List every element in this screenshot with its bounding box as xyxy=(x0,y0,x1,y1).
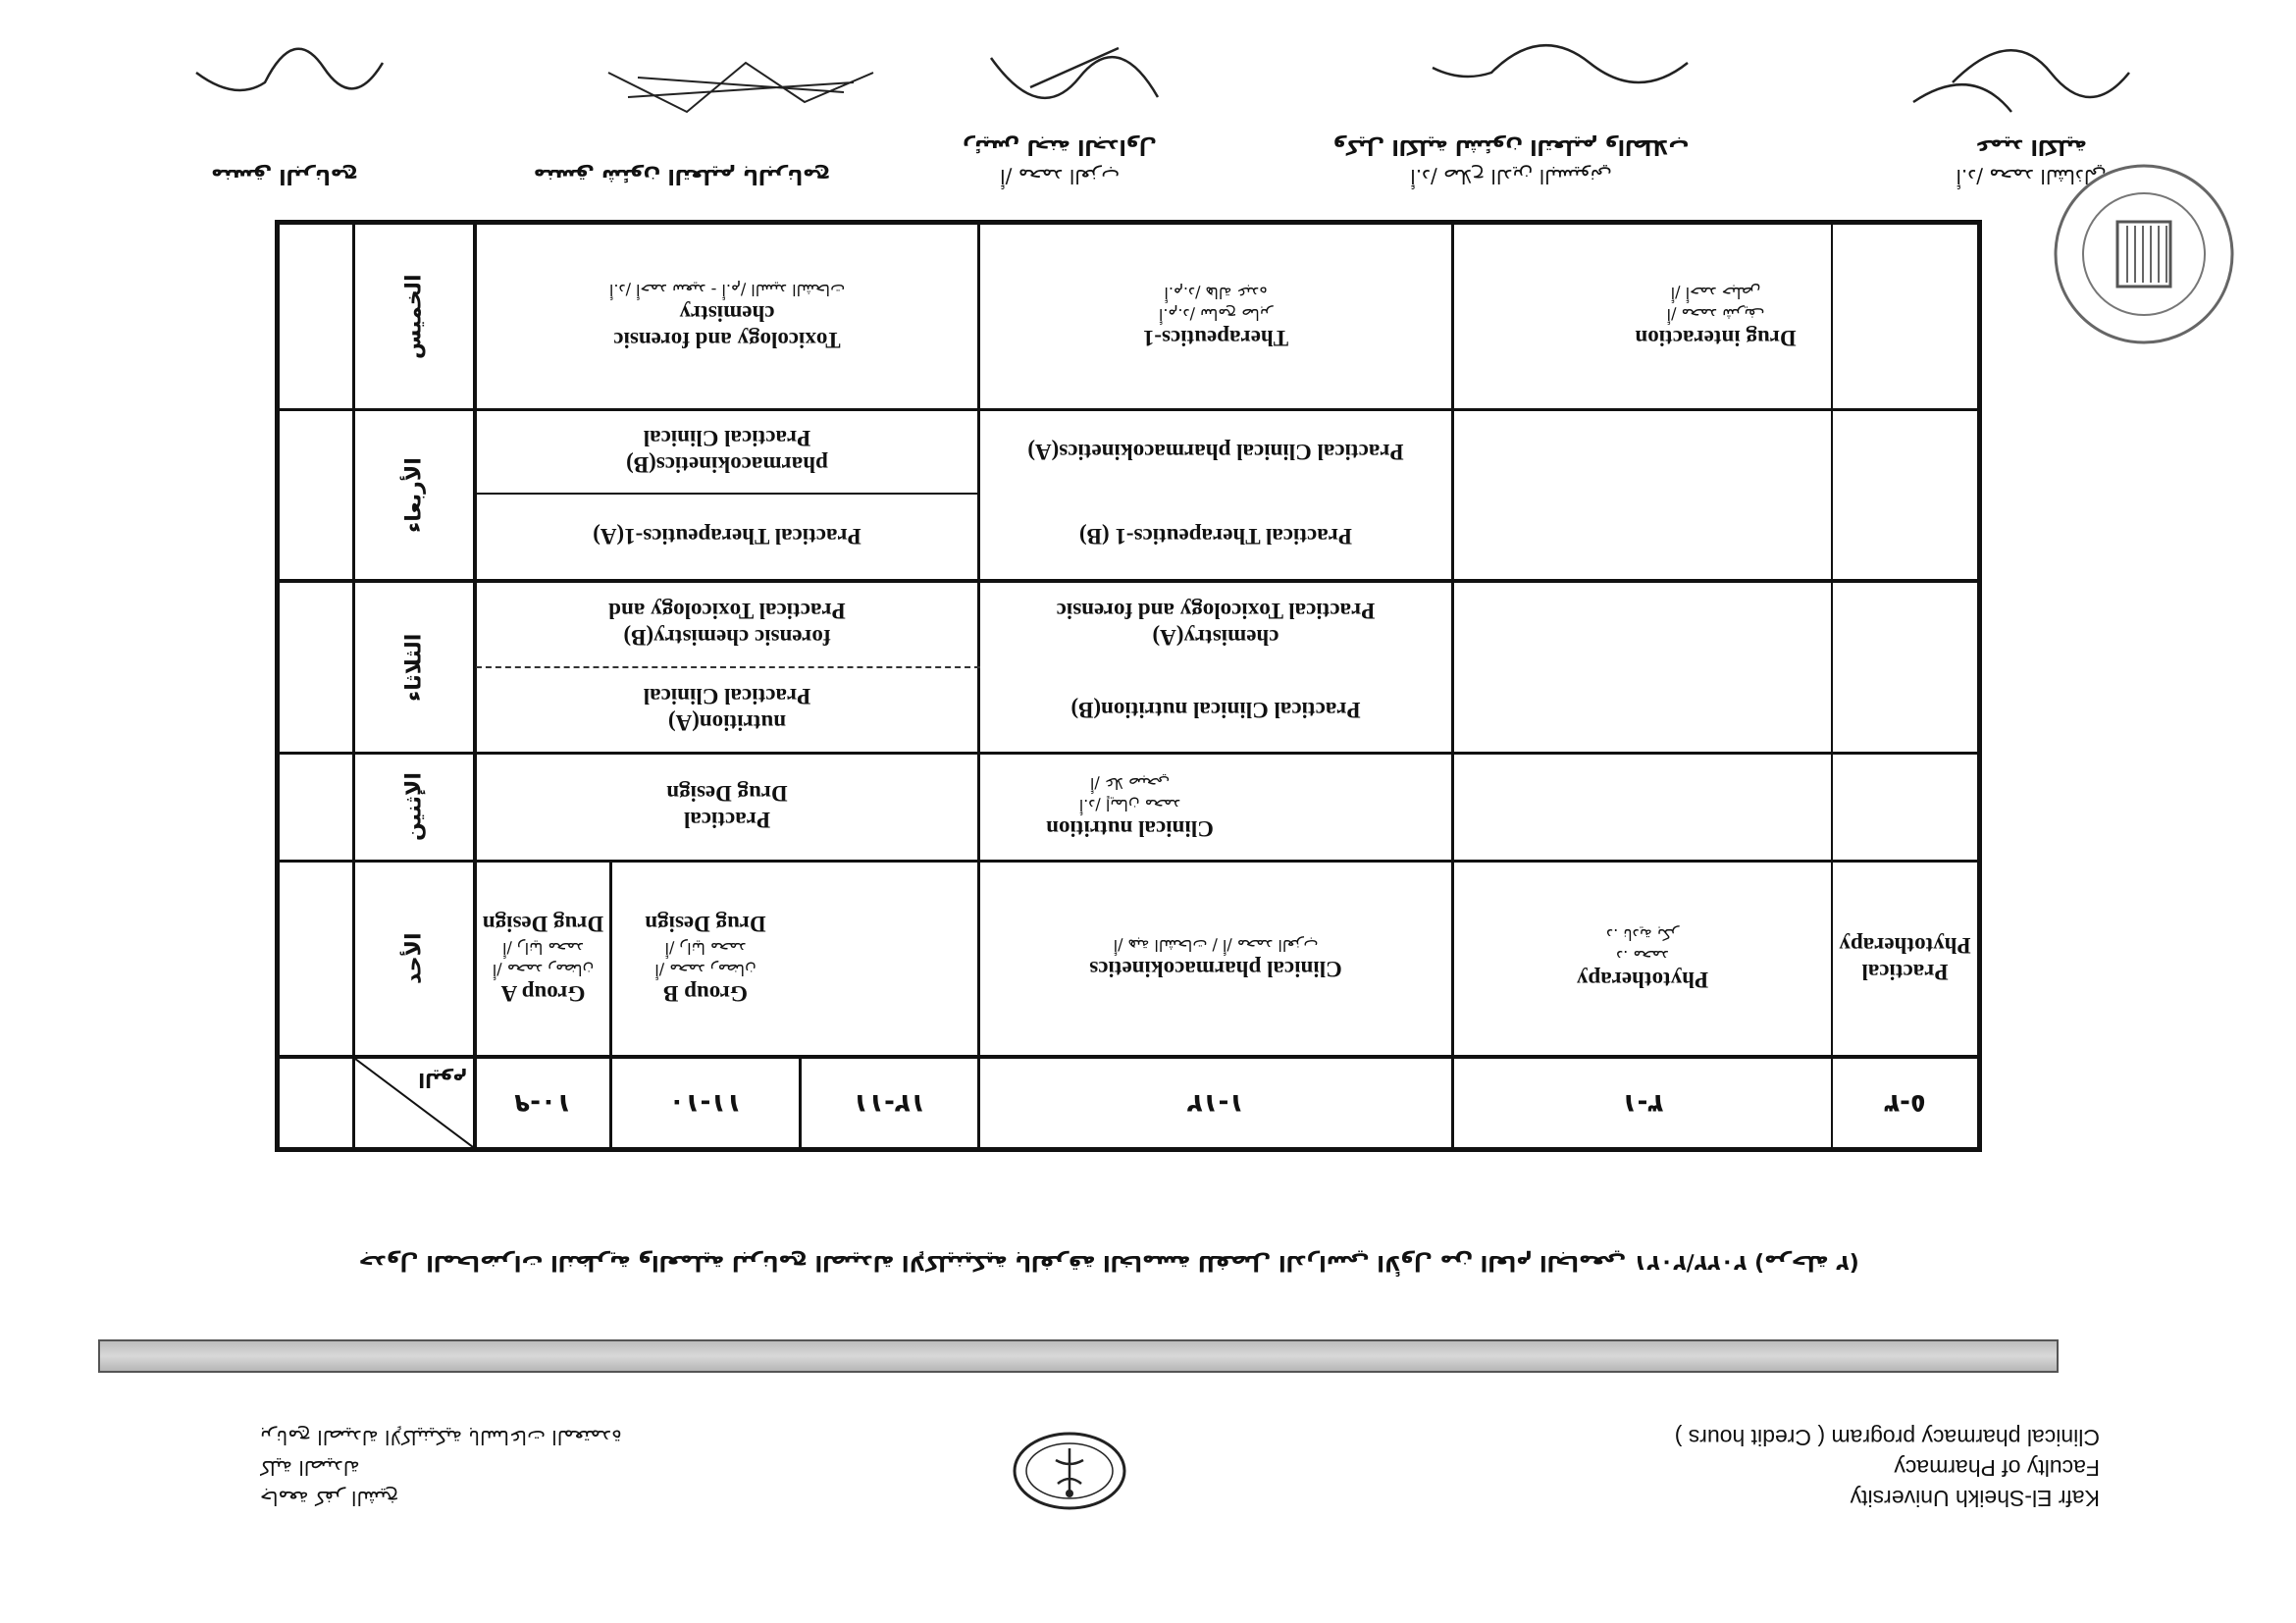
university-name-en: Kafr El-Sheikh University xyxy=(1850,1486,2100,1511)
wed-therapeutics-b: Practical Therapeutics-1 (B) xyxy=(1078,524,1353,550)
letterhead xyxy=(0,1368,2296,1623)
signature-role: عميد الكلية xyxy=(1975,135,2087,159)
handwritten-signature-icon xyxy=(177,33,392,122)
schedule-title: جدول المحاضرات النظرية والعملية لبرنامج الصيدلة الإكلينيكية بالفرقة الخامسة للفصل الدراسي الأول من العام الجامعي ٢٠٢٢/٢٠٢١ (مرحلة ٢) xyxy=(358,1250,1859,1275)
signature-role: منسق شئون التعليم بالبرنامج xyxy=(533,165,831,188)
time-9-10: ٩-١٠ xyxy=(514,1088,572,1119)
signature-role: منسق البرنامج xyxy=(211,165,358,188)
faculty-logo-icon xyxy=(1011,1429,1128,1513)
time-1-3: ١-٣ xyxy=(1621,1088,1664,1119)
faculty-name-ar: كلية الصيدلة xyxy=(260,1456,360,1480)
signature-schedule-committee xyxy=(932,135,1187,188)
thu-therapeutics-1: Therapeutics-1 أ.م.د/ سامح صابر أ.م.د/ هالة عبده xyxy=(1142,284,1289,350)
schedule-table xyxy=(275,220,1982,1152)
signature-role: وكيل الكلية لشئون التعليم والطلاب xyxy=(1332,135,1690,159)
time-10-11: ١٠-١١ xyxy=(668,1088,743,1119)
day-thursday: الخميس xyxy=(401,274,427,359)
wed-pharmacokinetics-a: Practical Clinical pharmacokinetics(A) xyxy=(1027,440,1404,464)
time-3-5: ٣-٥ xyxy=(1884,1088,1926,1119)
sun-practical-phytotherapy: Practical Phytotherapy xyxy=(1839,933,1971,984)
signature-name: أ/ محمد العزب xyxy=(1000,165,1120,188)
day-monday: الإثنين xyxy=(401,772,427,842)
university-name-ar: جامعة كفر الشيخ xyxy=(260,1487,399,1510)
faculty-name-en: Faculty of Pharmacy xyxy=(1894,1455,2100,1481)
corner-label: اليوم xyxy=(418,1069,467,1092)
signature-role: رئيس لجنة الجداول xyxy=(963,135,1158,159)
signature-education-coordinator xyxy=(520,165,844,188)
faculty-seal-stamp xyxy=(2051,161,2237,347)
sun-drug-design-group-b: Group B أ/ محمد رمضان أ/ رانيا محمد Drug Design xyxy=(645,912,766,1006)
thu-toxicology-forensic: Toxicology and forensic chemistry أ.د/ أحمد سعيد - أ.م/ السيد الشحات xyxy=(608,281,846,353)
day-wednesday: الأربعاء xyxy=(401,457,427,533)
thu-drug-interaction: Drug interaction أ/ محمد شريف أ/ أحمد حبلص xyxy=(1635,284,1797,350)
signature-name: أ.د/ محمد الشاذلي xyxy=(1956,165,2107,188)
tue-toxicology-a: chemistry(A) Practical Toxicology and forensic xyxy=(1056,599,1376,651)
header-divider-bar xyxy=(98,1339,2059,1373)
wed-therapeutics-a: Practical Therapeutics-1(A) xyxy=(593,524,861,550)
sun-drug-design-group-a: Group A أ/ محمد رمضان أ/ رانيا محمد Drug Design xyxy=(482,912,604,1006)
handwritten-signature-icon xyxy=(1413,33,1707,112)
signature-name: أ.د/ صلاح الدين البسيوني xyxy=(1410,165,1612,188)
time-11-12: ١١-١٢ xyxy=(853,1088,926,1119)
program-name-en: Clinical pharmacy program ( Credit hours ) xyxy=(1674,1425,2100,1450)
corner-cell xyxy=(355,1059,473,1147)
mon-clinical-nutrition: Clinical nutrition أ.د/ إيمان محمد أ/ علا صبحي xyxy=(1046,774,1214,841)
time-12-1: ١٢-١ xyxy=(1186,1088,1245,1119)
mon-practical-drug-design: Practical Drug Design xyxy=(477,755,977,860)
day-tuesday: الثلاثاء xyxy=(401,633,427,702)
tue-toxicology-b: forensic chemistry(B) Practical Toxicology and xyxy=(608,599,846,651)
sun-phytotherapy: Phytotherapy د. محمد د. نادية بكر xyxy=(1576,925,1709,993)
tue-nutrition-a: nutrition(A) Practical Clinical xyxy=(643,684,811,736)
sun-clinical-pharmacokinetics: Clinical pharmacokinetics أ/ هبة الشحات / أ/ محمد العزب xyxy=(1089,936,1342,982)
tue-nutrition-b: Practical Clinical nutrition(B) xyxy=(1070,698,1361,722)
handwritten-signature-icon xyxy=(962,19,1177,117)
signature-vice-dean xyxy=(1305,135,1717,188)
wed-pharmacokinetics-b: pharmacokinetics(B) Practical Clinical xyxy=(626,426,828,478)
signature-program-coordinator xyxy=(137,165,432,188)
day-sunday: الأحد xyxy=(401,932,427,985)
handwritten-signature-icon xyxy=(1894,33,2149,131)
handwritten-signature-icon xyxy=(589,33,883,131)
program-name-ar: برنامج الصيدلة الإكلينيكية بالساعات المعتمدة xyxy=(260,1426,622,1449)
